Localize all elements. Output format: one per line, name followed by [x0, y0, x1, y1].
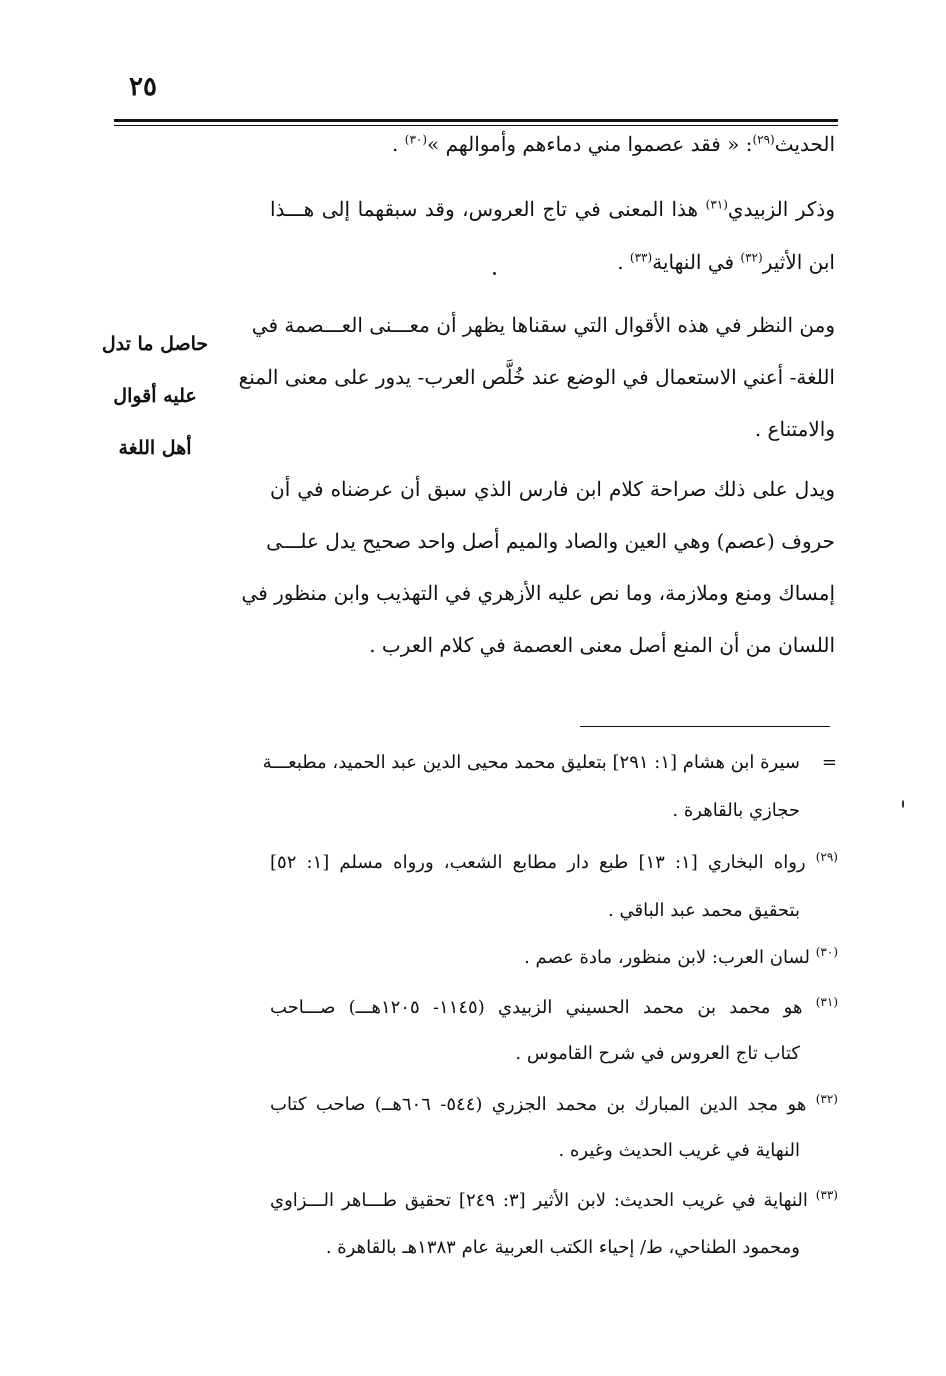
footnote-30-number: (٣٠) — [815, 945, 838, 959]
paragraph-ibn-faris-line4: اللسان من أن المنع أصل معنى العصمة في كلام العرب . — [369, 633, 835, 657]
header-rule-thin — [114, 125, 838, 126]
page-number: ٢٥ — [129, 72, 157, 102]
paragraph-ibn-faris-line1: ويدل على ذلك صراحة كلام ابن فارس الذي سبق أن عرضناه في أن — [270, 477, 835, 501]
footnote-33-number: (٣٣) — [815, 1188, 838, 1202]
paragraph-conclusion-line2: اللغة- أعني الاستعمال في الوضع عند خُلَّص العرب- يدور على معنى المنع — [238, 365, 835, 389]
footnote-29-line1: $^{(٢٩)}$ رواه البخاري [١: ١٣] طبع دار مطابع الشعب، ورواه مسلم [١: ٥٢] — [270, 850, 838, 873]
margin-note-line3: أهل اللغة — [118, 437, 192, 459]
paragraph-zabidi-line1: وذكر الزبيدي$^{(٣١)}$ هذا المعنى في تاج العروس، وقد سبقهما إلى هـــذا — [270, 197, 835, 221]
footnote-ref-31[interactable]: (٣١) — [705, 197, 728, 212]
footnote-32-line2: النهاية في غريب الحديث وغيره . — [558, 1140, 800, 1161]
paragraph-conclusion-line1: ومن النظر في هذه الأقوال التي سقناها يظهر أن معـــنى العـــصمة في — [251, 313, 835, 337]
text-line-hadith: الحديث$^{(٢٩)}$: « فقد عصموا مني دماءهم وأموالهم »$^{(٣٠)}$ . — [392, 132, 835, 156]
scan-speck — [493, 272, 496, 275]
margin-note-line1: حاصل ما تدل — [101, 333, 209, 355]
paragraph-ibn-faris-line2: حروف (عصم) وهي العين والصاد والميم أصل واحد صحيح يدل علـــى — [266, 529, 835, 553]
footnote-32-number: (٣٢) — [815, 1092, 838, 1106]
footnote-continuation-line2: حجازي بالقاهرة . — [672, 800, 800, 821]
footnote-continuation-marker: = — [821, 752, 837, 773]
margin-note-line2: عليه أقوال — [113, 385, 197, 407]
margin-note — [100, 318, 210, 474]
scan-speck — [902, 800, 904, 808]
footnote-31-line1: $^{(٣١)}$ هو محمد بن محمد الحسيني الزبيدي (١١٤٥- ١٢٠٥هـــ) صـــاحب — [270, 995, 838, 1018]
header-rule-thick — [114, 119, 838, 122]
footnote-33-line1: $^{(٣٣)}$ النهاية في غريب الحديث: لابن الأثير [٣: ٢٤٩] تحقيق طـــاهر الـــزاوي — [270, 1188, 838, 1211]
paragraph-zabidi-line2: ابن الأثير$^{(٣٢)}$ في النهاية$^{(٣٣)}$ . — [617, 250, 835, 274]
paragraph-ibn-faris-line3: إمساك ومنع وملازمة، وما نص عليه الأزهري في التهذيب وابن منظور في — [241, 581, 835, 605]
footnote-33-line2: ومحمود الطناحي، ط/ إحياء الكتب العربية عام ١٣٨٣هـ بالقاهرة . — [325, 1237, 800, 1258]
footnote-32-line1: $^{(٣٢)}$ هو مجد الدين المبارك بن محمد الجزري (٥٤٤- ٦٠٦هــ) صاحب كتاب — [270, 1092, 838, 1115]
footnote-separator — [580, 726, 830, 727]
footnote-31-line2: كتاب تاج العروس في شرح القاموس . — [515, 1043, 800, 1064]
footnote-29-line2: بتحقيق محمد عبد الباقي . — [608, 900, 800, 921]
paragraph-conclusion-line3: والامتناع . — [754, 417, 835, 441]
footnote-continuation-line1: سيرة ابن هشام [١: ٢٩١] بتعليق محمد محيى الدين عبد الحميد، مطبعـــة — [262, 752, 800, 773]
footnote-31-number: (٣١) — [815, 995, 838, 1009]
footnote-ref-30[interactable]: (٣٠) — [404, 132, 428, 147]
footnote-30: $^{(٣٠)}$ لسان العرب: لابن منظور، مادة عصم . — [524, 945, 838, 968]
footnote-ref-32[interactable]: (٣٢) — [740, 250, 763, 265]
footnote-ref-33[interactable]: (٣٣) — [629, 250, 653, 265]
footnote-29-number: (٢٩) — [815, 850, 838, 864]
footnote-ref-29[interactable]: (٢٩) — [752, 132, 775, 147]
